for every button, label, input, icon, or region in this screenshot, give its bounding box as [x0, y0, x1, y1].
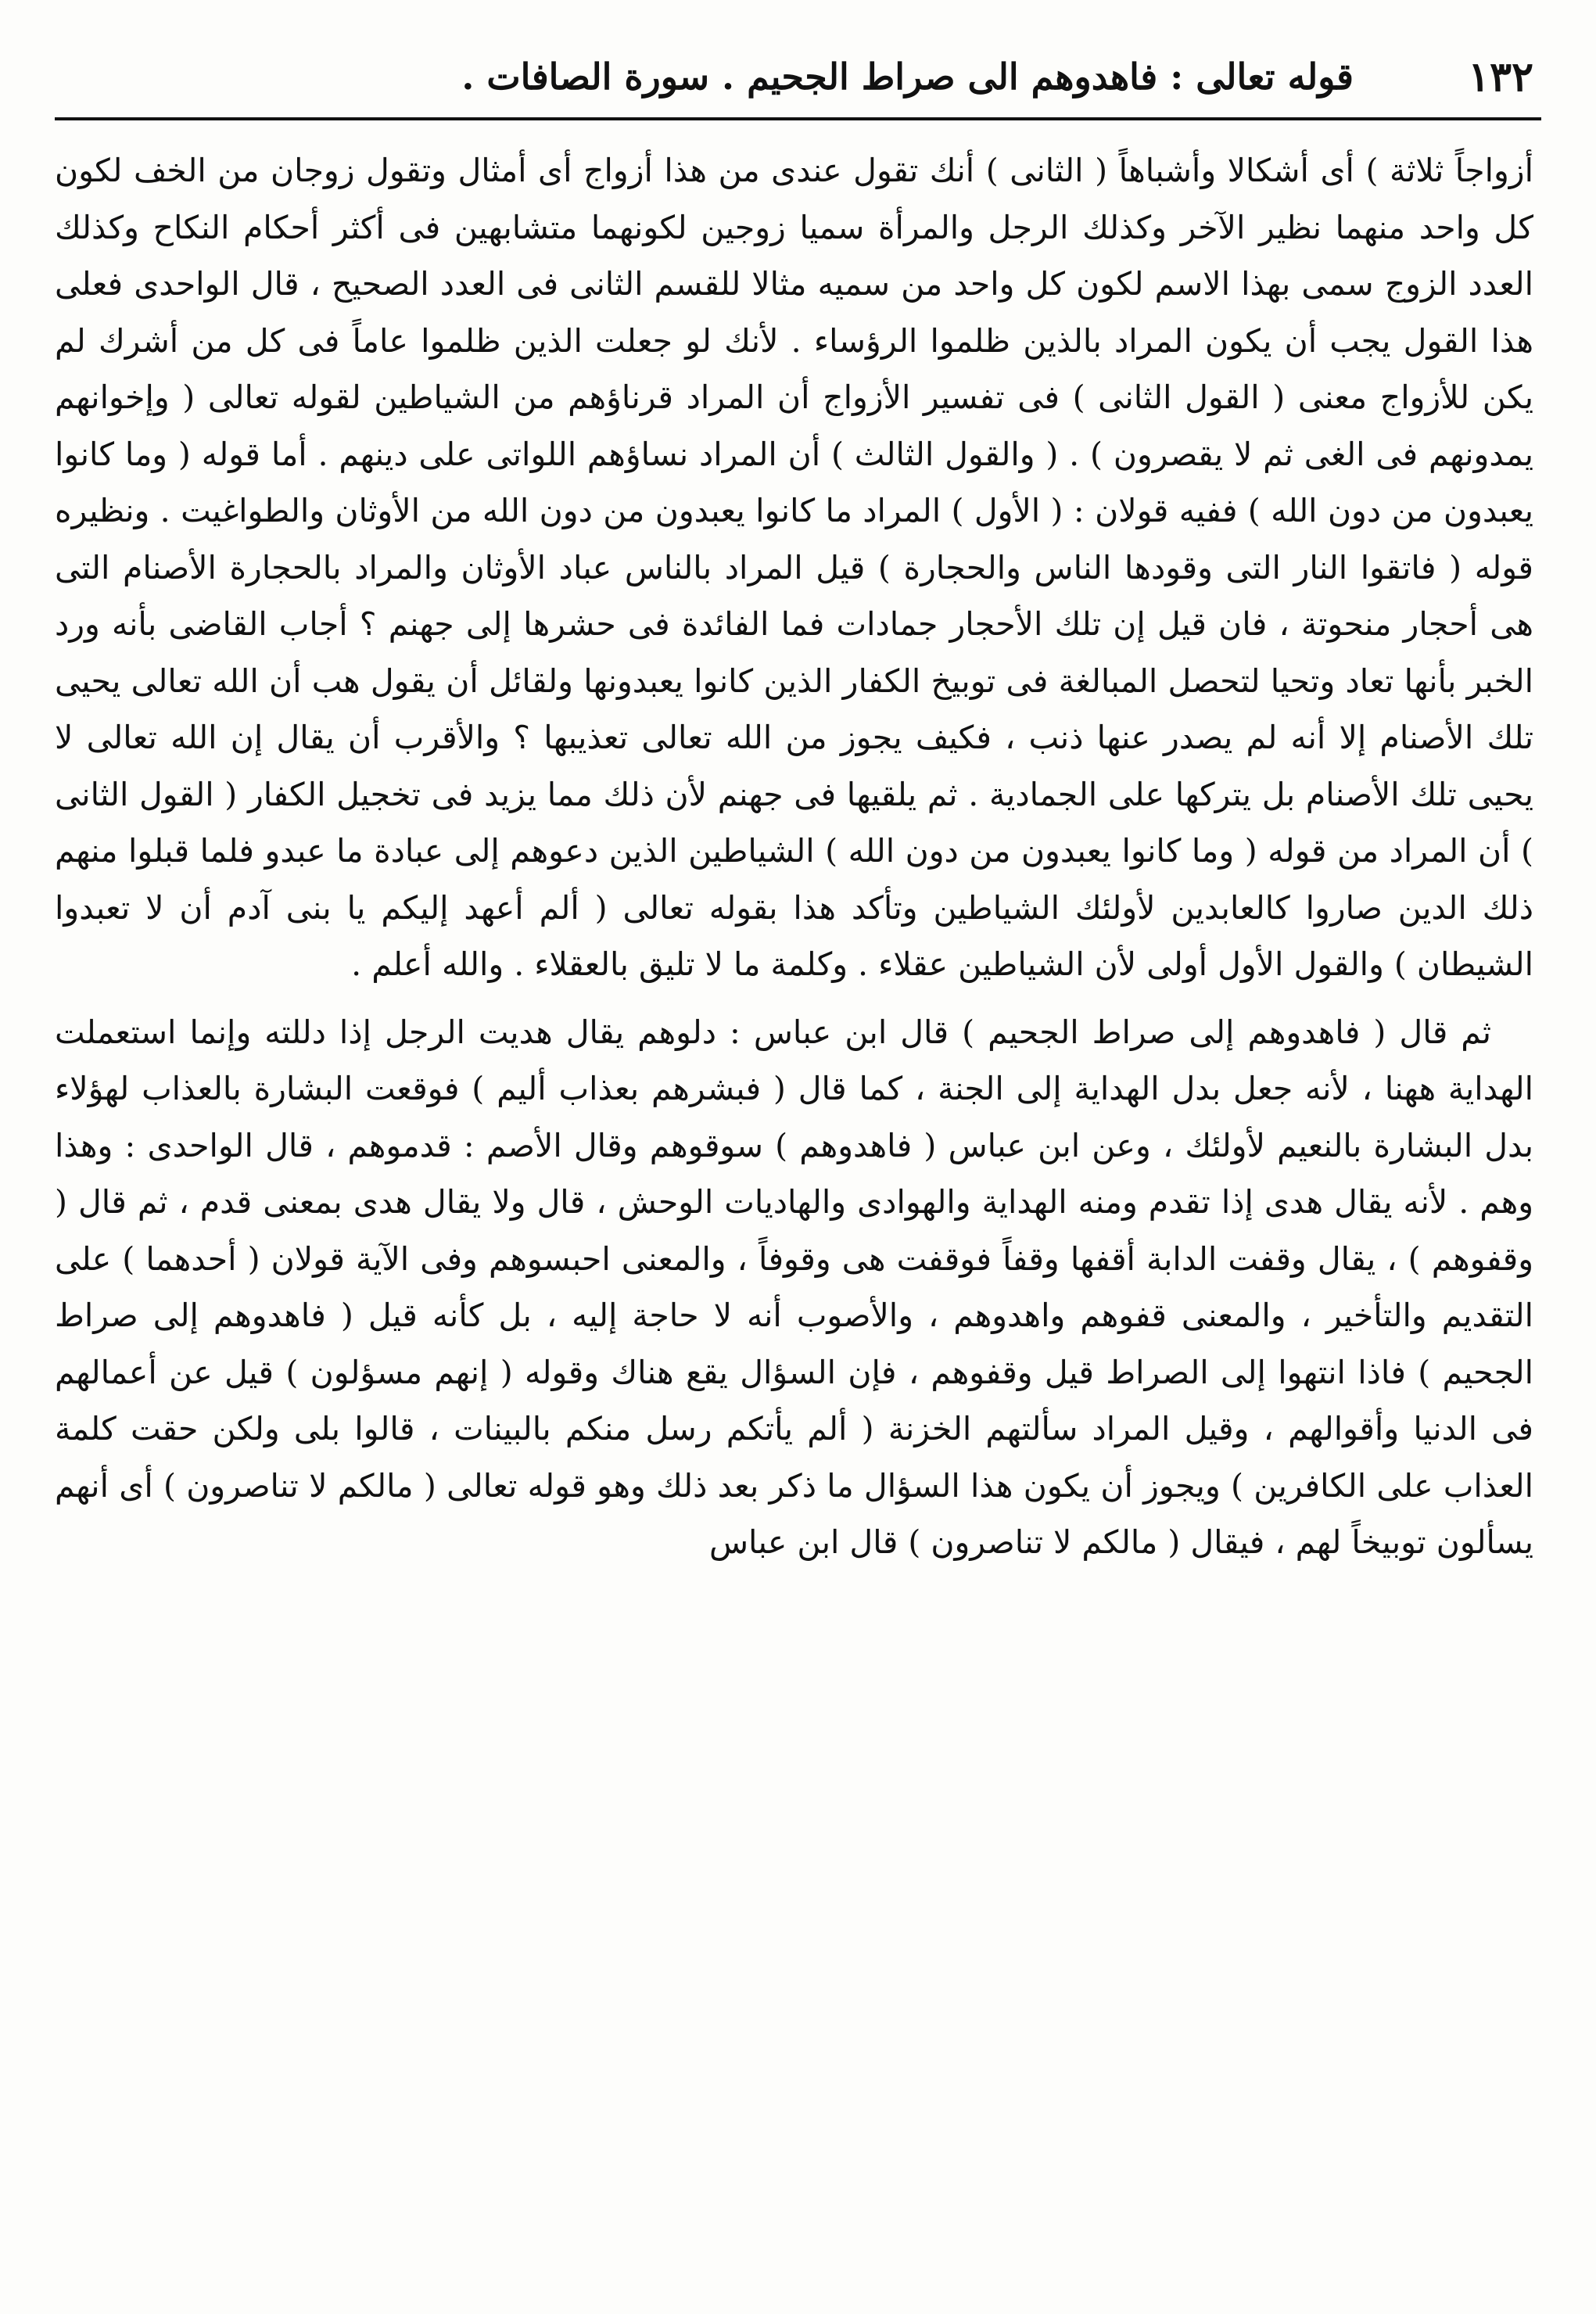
running-title: قوله تعالى : فاهدوهم الى صراط الجحيم . سورة الصافات . [461, 56, 1354, 98]
header-rule [55, 117, 1541, 120]
body-text [55, 142, 1533, 2283]
paragraph: أزواجاً ثلاثة ) أى أشكالا وأشباهاً ( الثانى ) أنك تقول عندى من هذا أزواج أى أمثال وتقول زوجان من الخف لكون كل واحد منهما نظير الآخر وكذلك الرجل والمرأة سميا زوجين لكونهما متشابهين فى أكثر أحكام النكاح وكذلك العدد الزوج سمى بهذا الاسم لكون كل واحد من سميه مثالا للقسم الثانى فى العدد الصحيح ، قال الواحدى فعلى هذا القول يجب أن يكون المراد بالذين ظلموا الرؤساء . لأنك لو جعلت الذين ظلموا عاماً فى كل من أشرك لم يكن للأزواج معنى ( القول الثانى ) فى تفسير الأزواج أن المراد قرناؤهم من الشياطين لقوله تعالى ( وإخوانهم يمدونهم فى الغى ثم لا يقصرون ) . ( والقول الثالث ) أن المراد نساؤهم اللواتى على دينهم . أما قوله ( وما كانوا يعبدون من دون الله ) ففيه قولان : ( الأول ) المراد ما كانوا يعبدون من دون الله من الأوثان والطواغيت . ونظيره قوله ( فاتقوا النار التى وقودها الناس والحجارة ) قيل المراد بالناس عباد الأوثان والمراد بالحجارة الأصنام التى هى أحجار منحوتة ، فان قيل إن تلك الأحجار جمادات فما الفائدة فى حشرها إلى جهنم ؟ أجاب القاضى بأنه ورد الخبر بأنها تعاد وتحيا لتحصل المبالغة فى توبيخ الكفار الذين كانوا يعبدونها ولقائل أن يقول هب أن الله تعالى يحيى تلك الأصنام إلا أنه لم يصدر عنها ذنب ، فكيف يجوز من الله تعالى تعذيبها ؟ والأقرب أن يقال إن الله تعالى لا يحيى تلك الأصنام بل يتركها على الجمادية . ثم يلقيها فى جهنم لأن ذلك مما يزيد فى تخجيل الكفار ( القول الثانى ) أن المراد من قوله ( وما كانوا يعبدون من دون الله ) الشياطين الذين دعوهم إلى عبادة ما عبدو فلما قبلوا منهم ذلك الدين صاروا كالعابدين لأولئك الشياطين وتأكد هذا بقوله تعالى ( ألم أعهد إليكم يا بنى آدم أن لا تعبدوا الشيطان ) والقول الأول أولى لأن الشياطين عقلاء . وكلمة ما لا تليق بالعقلاء . والله أعلم . [55, 152, 1533, 983]
paragraph: ثم قال ( فاهدوهم إلى صراط الجحيم ) قال ابن عباس : دلوهم يقال هديت الرجل إذا دللته وإنما استعملت الهداية ههنا ، لأنه جعل بدل الهداية إلى الجنة ، كما قال ( فبشرهم بعذاب أليم ) فوقعت البشارة بالعذاب لهؤلاء بدل البشارة بالنعيم لأولئك ، وعن ابن عباس ( فاهدوهم ) سوقوهم وقال الأصم : قدموهم ، قال الواحدى : وهذا وهم . لأنه يقال هدى إذا تقدم ومنه الهداية والهوادى والهاديات الوحش ، قال ولا يقال هدى بمعنى قدم ، ثم قال ( وقفوهم ) ، يقال وقفت الدابة أقفها وقفاً فوقفت هى وقوفاً ، والمعنى احبسوهم وفى الآية قولان ( أحدهما ) على التقديم والتأخير ، والمعنى قفوهم واهدوهم ، والأصوب أنه لا حاجة إليه ، بل كأنه قيل ( فاهدوهم إلى صراط الجحيم ) فاذا انتهوا إلى الصراط قيل وقفوهم ، فإن السؤال يقع هناك وقوله ( إنهم مسؤلون ) قيل عن أعمالهم فى الدنيا وأقوالهم ، وقيل المراد سألتهم الخزنة ( ألم يأتكم رسل منكم بالبينات ، قالوا بلى ولكن حقت كلمة العذاب على الكافرين ) ويجوز أن يكون هذا السؤال ما ذكر بعد ذلك وهو قوله تعالى ( مالكم لا تناصرون ) أى أنهم يسألون توبيخاً لهم ، فيقال ( مالكم لا تناصرون ) قال ابن عباس [55, 1013, 1533, 1561]
page-number: ١٣٢ [1468, 52, 1533, 101]
page-header [63, 38, 1533, 116]
